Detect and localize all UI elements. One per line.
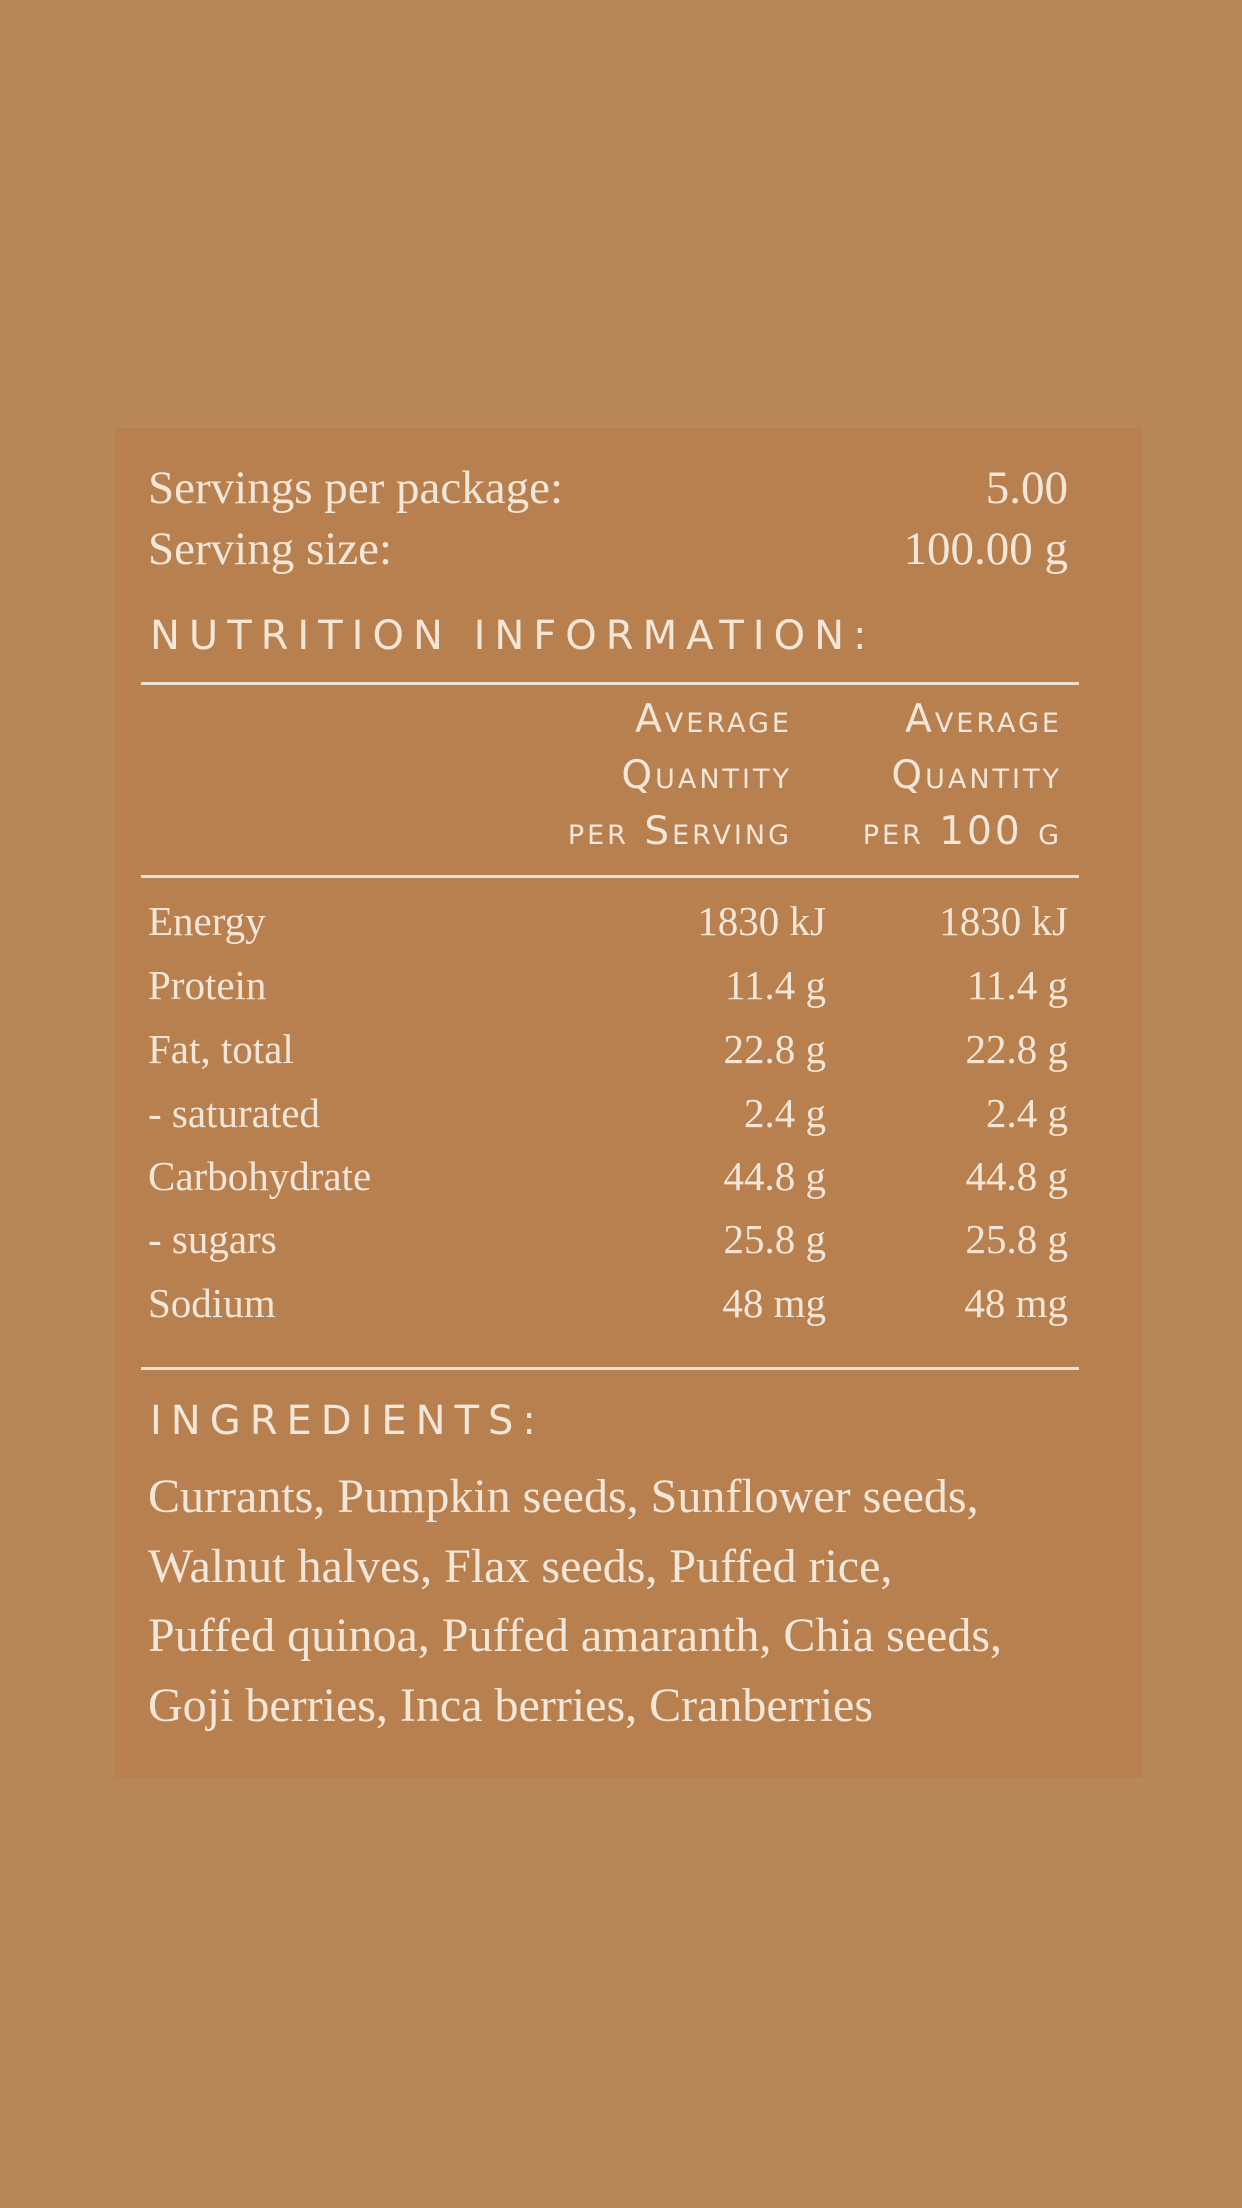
nutrient-per-serving: 1830 kJ <box>697 898 826 944</box>
nutrient-per-serving: 22.8 g <box>723 1026 826 1072</box>
nutrient-row-sugars <box>148 1208 1068 1271</box>
nutrient-name: Carbohydrate <box>148 1153 372 1199</box>
nutrient-row-saturated <box>148 1082 1068 1145</box>
nutrient-name: - saturated <box>148 1090 320 1136</box>
nutrient-per-serving: 48 mg <box>722 1280 826 1326</box>
nutrient-row-protein <box>148 954 1068 1017</box>
nutrient-per-100g: 25.8 g <box>965 1216 1068 1262</box>
column-header-per-100g-line-2: Quantity <box>891 753 1062 798</box>
nutrient-per-100g: 2.4 g <box>986 1090 1068 1136</box>
nutrient-row-fat-total <box>148 1018 1068 1081</box>
nutrient-per-100g: 1830 kJ <box>939 898 1068 944</box>
column-header-per-serving-line-3: per Serving <box>567 809 792 854</box>
column-header-per-100g <box>863 692 1062 860</box>
nutrient-per-serving: 11.4 g <box>725 962 826 1008</box>
nutrient-name: Sodium <box>148 1280 276 1326</box>
ingredients-title: INGREDIENTS: <box>150 1398 545 1444</box>
column-header-per-serving-line-1: Average <box>635 697 792 742</box>
nutrient-per-100g: 11.4 g <box>967 962 1068 1008</box>
nutrient-name: Protein <box>148 962 267 1008</box>
ingredients-list <box>148 1462 1108 1740</box>
servings-per-package-value: 5.00 <box>985 462 1068 514</box>
divider-bottom <box>141 1367 1079 1370</box>
nutrition-information-title: NUTRITION INFORMATION: <box>150 613 876 659</box>
divider-top <box>141 682 1079 685</box>
nutrient-per-serving: 2.4 g <box>744 1090 826 1136</box>
column-header-per-serving <box>568 692 792 860</box>
servings-per-package-label: Servings per package: <box>148 462 564 514</box>
nutrient-per-serving: 25.8 g <box>723 1216 826 1262</box>
ingredients-line: Currants, Pumpkin seeds, Sunflower seeds, <box>148 1470 979 1523</box>
nutrient-per-serving: 44.8 g <box>723 1153 826 1199</box>
nutrient-row-sodium <box>148 1272 1068 1335</box>
nutrient-name: Energy <box>148 898 266 944</box>
ingredients-line: Walnut halves, Flax seeds, Puffed rice, <box>148 1539 893 1593</box>
ingredients-line: Puffed quinoa, Puffed amaranth, Chia seeds, <box>148 1609 1003 1662</box>
nutrient-name: Fat, total <box>148 1026 294 1072</box>
nutrient-per-100g: 48 mg <box>964 1280 1068 1326</box>
serving-size-value: 100.00 g <box>903 523 1068 575</box>
column-header-per-serving-line-2: Quantity <box>621 753 792 798</box>
divider-header <box>141 875 1079 878</box>
ingredients-line: Goji berries, Inca berries, Cranberries <box>148 1678 874 1732</box>
nutrient-row-carbohydrate <box>148 1145 1068 1208</box>
nutrient-per-100g: 44.8 g <box>965 1153 1068 1199</box>
column-header-per-100g-line-1: Average <box>905 697 1062 742</box>
nutrient-name: - sugars <box>148 1216 277 1262</box>
serving-size-label: Serving size: <box>148 523 393 575</box>
nutrient-per-100g: 22.8 g <box>965 1026 1068 1072</box>
column-header-per-100g-line-3: per 100 g <box>862 809 1062 854</box>
nutrient-row-energy <box>148 890 1068 953</box>
